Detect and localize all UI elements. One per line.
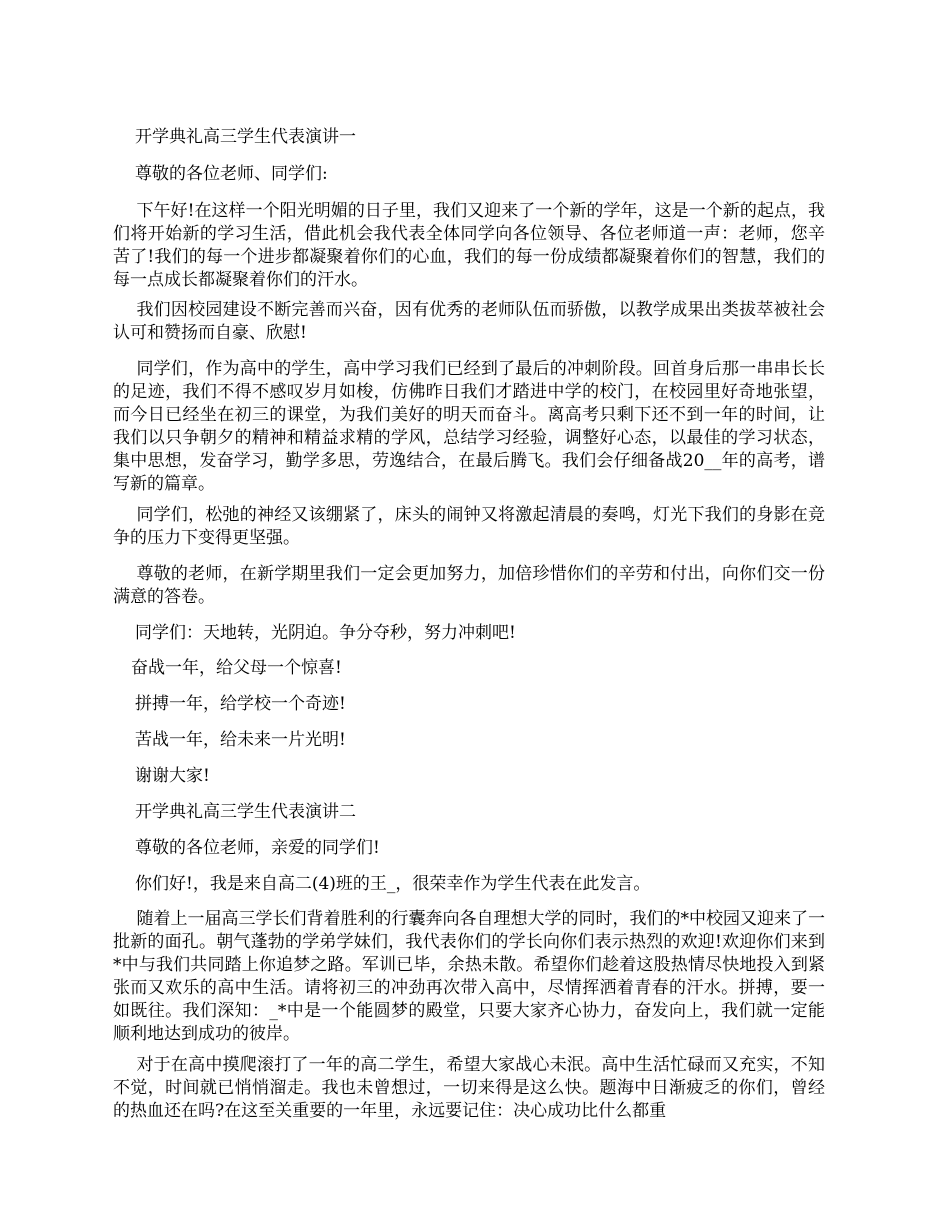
- paragraph-senior-year: 同学们，作为高中的学生，高中学习我们已经到了最后的冲刺阶段。回首身后那一串串长长的足迹，我们不得不感叹岁月如梭，仿佛昨日我们才踏进中学的校门，在校园里好奇地张望，而今日已经坐在初三的课堂，为我们美好的明天而奋斗。离高考只剩下还不到一年的时间，让我们以只争朝夕的精神和精益求精的学风，总结学习经验，调整好心态，以最佳的学习状态，集中思想，发奋学习，勤学多思，劳逸结合，在最后腾飞。我们会仔细备战20__年的高考，谱写新的篇章。: [113, 359, 825, 494]
- paragraph-tension: 同学们，松弛的神经又该绷紧了，床头的闹钟又将激起清晨的奏鸣，灯光下我们的身影在竞争的压力下变得更坚强。: [113, 505, 825, 548]
- speech-one-greeting: 尊敬的各位老师、同学们:: [135, 164, 328, 184]
- speech-two-title: 开学典礼高三学生代表演讲二: [135, 802, 356, 822]
- paragraph-opening: 下午好!在这样一个阳光明媚的日子里，我们又迎来了一个新的学年，这是一个新的起点，我们将开始新的学习生活，借此机会我代表全体同学向各位领导、各位老师道一声：老师，您辛苦了!我们的每一个进步都凝聚着你们的心血，我们的每一份成绩都凝聚着你们的智慧，我们的每一点成长都凝聚着你们的汗水。: [113, 201, 825, 290]
- paragraph-rally: 同学们：天地转，光阴迫。争分夺秒，努力冲刺吧!: [135, 623, 516, 643]
- paragraph-teachers: 尊敬的老师，在新学期里我们一定会更加努力，加倍珍惜你们的辛劳和付出，向你们交一份满意的答卷。: [113, 564, 825, 607]
- paragraph-school: 拼搏一年，给学校一个奇迹!: [135, 694, 346, 714]
- paragraph-thanks: 谢谢大家!: [135, 766, 210, 786]
- paragraph-parents: 奋战一年，给父母一个惊喜!: [131, 658, 342, 678]
- paragraph-future: 苦战一年，给未来一片光明!: [135, 730, 346, 750]
- paragraph-introduction: 你们好!，我是来自高二(4)班的王_，很荣幸作为学生代表在此发言。: [135, 874, 651, 894]
- paragraph-sophomores: 对于在高中摸爬滚打了一年的高二学生，希望大家战心未泯。高中生活忙碌而又充实，不知不觉，时间就已悄悄溜走。我也未曾想过，一切来得是这么快。题海中日渐疲乏的你们，曾经的热血还在吗?在这至关重要的一年里，永远要记住：决心成功比什么都重: [113, 1055, 825, 1121]
- paragraph-welcome: 随着上一届高三学长们背着胜利的行囊奔向各自理想大学的同时，我们的*中校园又迎来了一批新的面孔。朝气蓬勃的学弟学妹们，我代表你们的学长向你们表示热烈的欢迎!欢迎你们来到*中与我们共同踏上你追梦之路。军训已毕，余热未散。希望你们趁着这股热情尽快地投入到紧张而又欢乐的高中生活。请将初三的冲劲再次带入高中，尽情挥洒着青春的汗水。拼搏，要一如既往。我们深知：_*中是一个能圆梦的殿堂，只要大家齐心协力，奋发向上，我们就一定能顺利地达到成功的彼岸。: [113, 909, 825, 1044]
- paragraph-campus: 我们因校园建设不断完善而兴奋，因有优秀的老师队伍而骄傲，以教学成果出类拔萃被社会认可和赞扬而自豪、欣慰!: [113, 300, 825, 343]
- speech-one-title: 开学典礼高三学生代表演讲一: [135, 127, 356, 147]
- speech-two-greeting: 尊敬的各位老师，亲爱的同学们!: [135, 838, 380, 858]
